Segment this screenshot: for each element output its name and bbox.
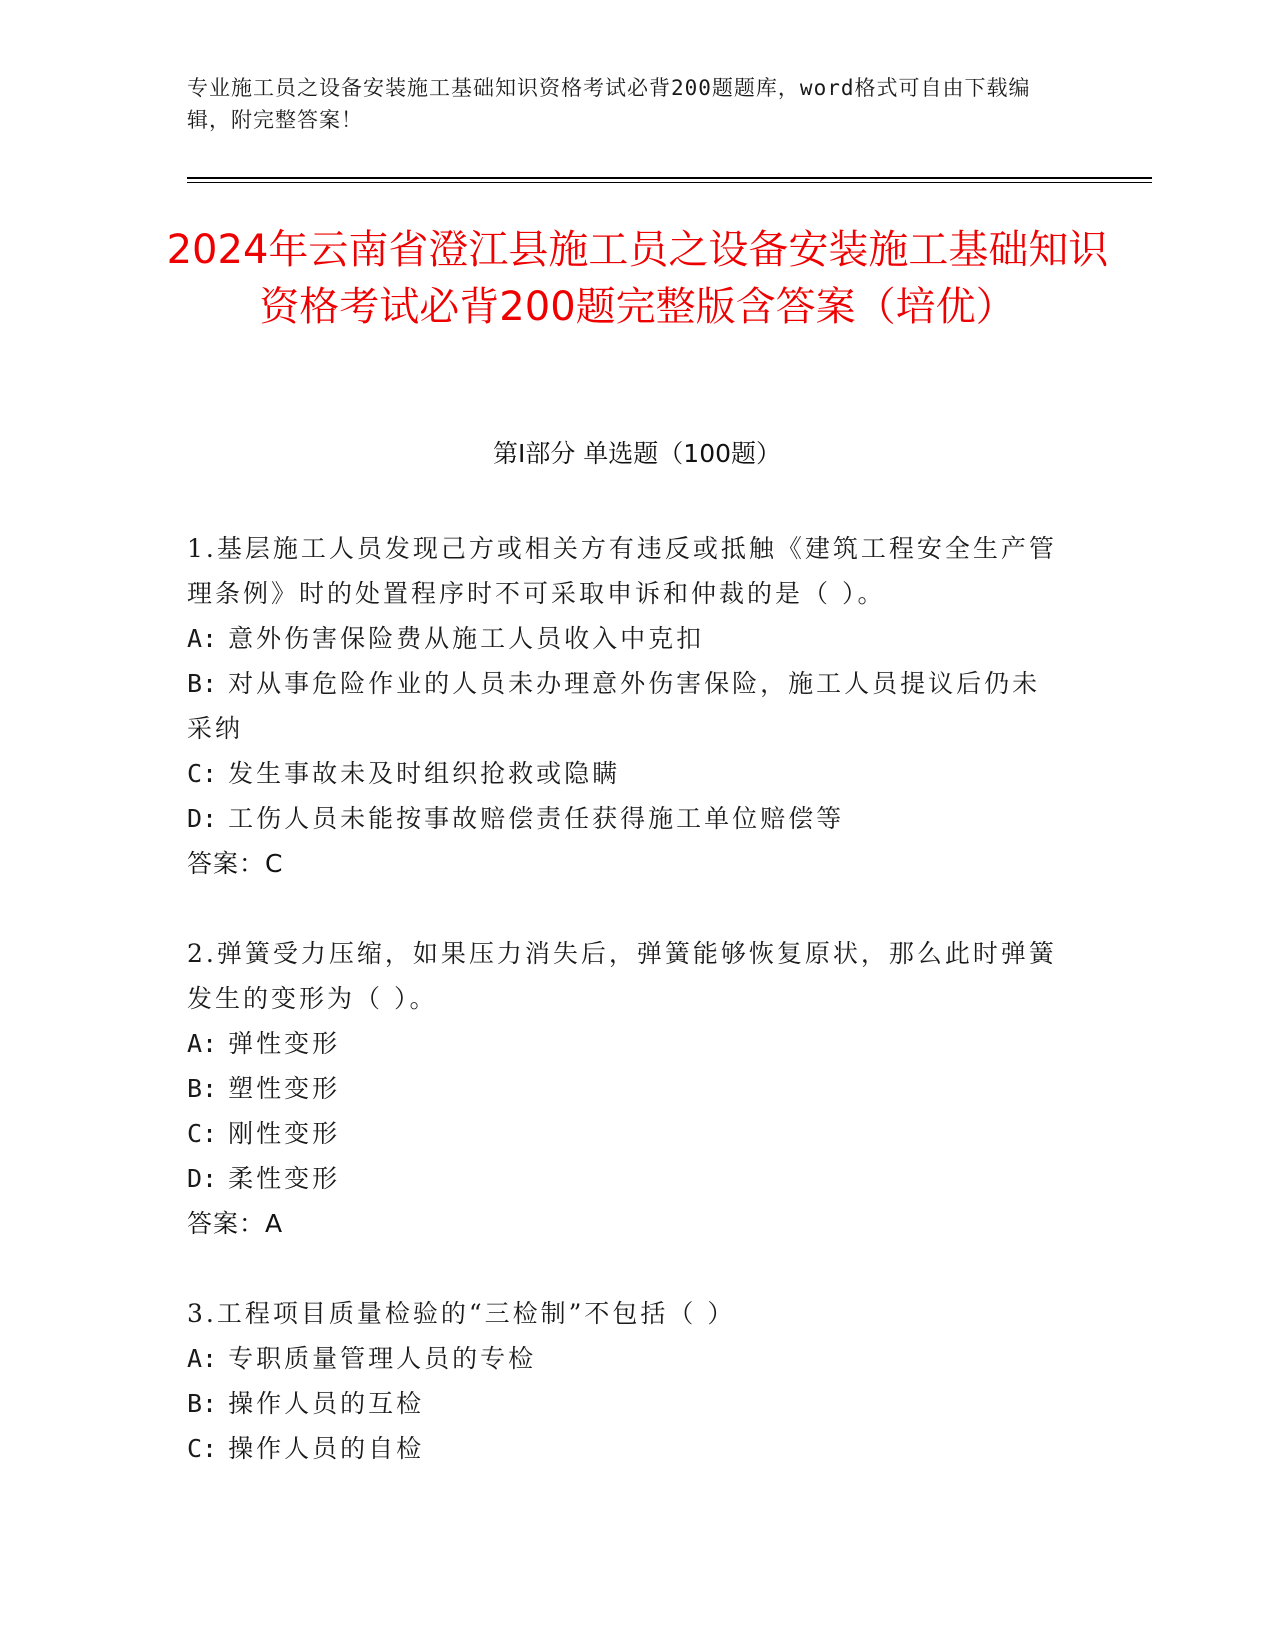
option-c (187, 751, 1067, 796)
option-letter: D: (187, 804, 218, 833)
option-letter: A: (187, 1029, 218, 1058)
option-letter: C: (187, 1119, 218, 1148)
option-c (187, 1111, 1067, 1156)
answer-line: 答案：A (187, 1209, 284, 1238)
option-text: 操作人员的互检 (228, 1389, 425, 1418)
option-letter: C: (187, 759, 218, 788)
option-text: 弹性变形 (228, 1029, 341, 1058)
option-text: 塑性变形 (228, 1074, 341, 1103)
header-note: 专业施工员之设备安装施工基础知识资格考试必背200题题库，word格式可自由下载编辑，附完整答案！ (187, 76, 1031, 132)
question-1 (187, 526, 1067, 886)
question-stem: 1.基层施工人员发现己方或相关方有违反或抵触《建筑工程安全生产管理条例》时的处置程序时不可采取申诉和仲裁的是（ ）。 (187, 534, 1057, 608)
header-rule-thick (187, 177, 1152, 179)
option-text: 柔性变形 (228, 1164, 341, 1193)
option-letter: C: (187, 1434, 218, 1463)
option-text: 操作人员的自检 (228, 1434, 425, 1463)
option-letter: A: (187, 624, 218, 653)
option-c (187, 1426, 1067, 1471)
option-text: 刚性变形 (228, 1119, 341, 1148)
option-b (187, 661, 1067, 751)
option-text: 意外伤害保险费从施工人员收入中克扣 (228, 624, 705, 653)
document-title: 2024年云南省澄江县施工员之设备安装施工基础知识资格考试必背200题完整版含答案（培优） (166, 227, 1109, 330)
option-a (187, 1021, 1067, 1066)
section-heading: 第Ⅰ部分 单选题（100题） (492, 439, 782, 468)
option-letter: B: (187, 669, 218, 698)
option-b (187, 1066, 1067, 1111)
option-text: 对从事危险作业的人员未办理意外伤害保险，施工人员提议后仍未采纳 (187, 669, 1041, 743)
option-letter: B: (187, 1389, 218, 1418)
option-letter: A: (187, 1344, 218, 1373)
answer-line: 答案：C (187, 849, 284, 878)
option-text: 专职质量管理人员的专检 (228, 1344, 537, 1373)
header-rule-thin (187, 182, 1152, 183)
option-text: 发生事故未及时组织抢救或隐瞒 (228, 759, 621, 788)
question-3 (187, 1291, 1067, 1471)
option-letter: B: (187, 1074, 218, 1103)
option-letter: D: (187, 1164, 218, 1193)
question-2 (187, 931, 1067, 1246)
option-a (187, 616, 1067, 661)
option-text: 工伤人员未能按事故赔偿责任获得施工单位赔偿等 (228, 804, 845, 833)
option-d (187, 1156, 1067, 1201)
option-b (187, 1381, 1067, 1426)
question-stem: 3.工程项目质量检验的“三检制”不包括（ ） (187, 1299, 736, 1328)
option-d (187, 796, 1067, 841)
question-list (187, 526, 1067, 1516)
question-stem: 2.弹簧受力压缩，如果压力消失后，弹簧能够恢复原状，那么此时弹簧发生的变形为（ ）。 (187, 939, 1057, 1013)
option-a (187, 1336, 1067, 1381)
